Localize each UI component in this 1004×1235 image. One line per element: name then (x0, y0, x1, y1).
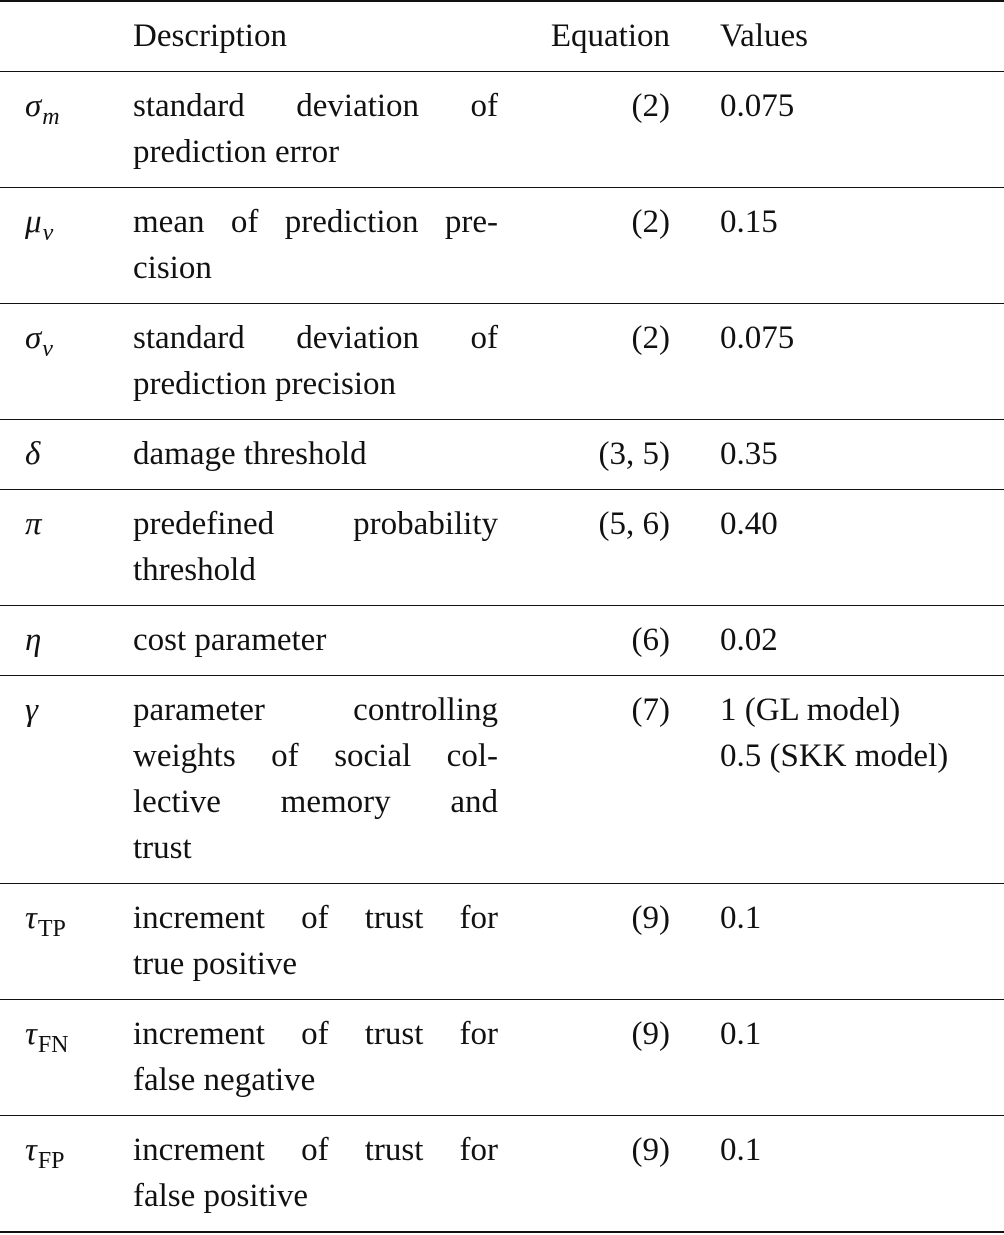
parameter-equation: (2) (631, 319, 670, 356)
description-line: prediction precision (133, 365, 397, 402)
value-line: 0.1 (720, 1131, 762, 1168)
description-line: increment of trust for (133, 899, 498, 936)
parameter-description (108, 489, 498, 605)
parameter-value (688, 675, 1004, 883)
table-body (0, 71, 1004, 1232)
parameter-equation: (9) (631, 1015, 670, 1052)
symbol-letter: γ (25, 691, 39, 728)
symbol-letter: δ (25, 435, 41, 472)
parameter-value (688, 999, 1004, 1115)
header-description: Description (133, 18, 287, 55)
parameter-symbol (0, 999, 108, 1115)
description-line: damage threshold (133, 435, 367, 472)
description-line: mean of prediction pre- (133, 203, 498, 240)
parameter-equation: (9) (631, 899, 670, 936)
description-line: standard deviation of (133, 87, 498, 124)
parameter-symbol (0, 1115, 108, 1232)
description-line: trust (133, 829, 192, 866)
parameter-symbol (0, 71, 108, 187)
parameter-symbol (0, 187, 108, 303)
table-row (0, 1115, 1004, 1232)
symbol-subscript: FN (37, 1031, 69, 1058)
description-line: true positive (133, 945, 298, 982)
parameter-value (688, 605, 1004, 675)
parameter-description (108, 999, 498, 1115)
parameter-equation: (5, 6) (598, 505, 670, 542)
value-line: 0.1 (720, 899, 762, 936)
parameter-value (688, 883, 1004, 999)
parameter-symbol (0, 605, 108, 675)
symbol-letter: μ (25, 203, 42, 240)
parameter-description (108, 605, 498, 675)
symbol-letter: τ (25, 1015, 37, 1052)
table-header (0, 1, 1004, 71)
symbol-subscript: TP (37, 915, 66, 942)
value-line: 0.02 (720, 621, 778, 658)
parameter-description (108, 71, 498, 187)
parameter-symbol (0, 489, 108, 605)
value-line: 0.15 (720, 203, 778, 240)
table-row (0, 489, 1004, 605)
symbol-letter: η (25, 621, 42, 658)
description-line: cost parameter (133, 621, 327, 658)
parameter-symbol (0, 303, 108, 419)
parameter-equation: (2) (631, 203, 670, 240)
description-line: predefined probability (133, 505, 498, 542)
parameter-description (108, 419, 498, 489)
description-line: increment of trust for (133, 1015, 498, 1052)
table-row (0, 605, 1004, 675)
value-line: 0.075 (720, 319, 795, 356)
description-line: lective memory and (133, 783, 498, 820)
description-line: weights of social col- (133, 737, 498, 774)
parameter-symbol (0, 883, 108, 999)
table-row (0, 419, 1004, 489)
parameter-equation: (7) (631, 691, 670, 728)
symbol-letter: τ (25, 1131, 37, 1168)
symbol-subscript: m (42, 103, 60, 130)
header-row (0, 1, 1004, 71)
parameter-equation: (6) (631, 621, 670, 658)
table-row (0, 303, 1004, 419)
parameter-description (108, 675, 498, 883)
symbol-subscript: FP (37, 1147, 65, 1174)
table-row (0, 187, 1004, 303)
parameter-equation: (2) (631, 87, 670, 124)
parameter-description (108, 303, 498, 419)
symbol-letter: τ (25, 899, 37, 936)
parameter-description (108, 883, 498, 999)
description-line: false positive (133, 1177, 309, 1214)
parameter-symbol (0, 675, 108, 883)
symbol-letter: σ (25, 87, 42, 124)
value-line: 0.35 (720, 435, 778, 472)
value-line: 0.5 (SKK model) (720, 737, 949, 774)
description-line: parameter controlling (133, 691, 498, 728)
parameter-symbol (0, 419, 108, 489)
parameter-value (688, 187, 1004, 303)
description-line: prediction error (133, 133, 340, 170)
table-row (0, 883, 1004, 999)
description-line: standard deviation of (133, 319, 498, 356)
value-line: 0.1 (720, 1015, 762, 1052)
symbol-subscript: v (42, 335, 53, 362)
parameter-equation: (3, 5) (598, 435, 670, 472)
header-values: Values (720, 18, 808, 55)
parameter-description (108, 1115, 498, 1232)
header-equation: Equation (550, 18, 670, 55)
parameter-value (688, 419, 1004, 489)
parameter-value (688, 1115, 1004, 1232)
parameter-value (688, 489, 1004, 605)
value-line: 0.075 (720, 87, 795, 124)
description-line: increment of trust for (133, 1131, 498, 1168)
parameter-value (688, 71, 1004, 187)
table-row (0, 999, 1004, 1115)
table-row (0, 675, 1004, 883)
description-line: cision (133, 249, 212, 286)
value-line: 0.40 (720, 505, 778, 542)
parameter-description (108, 187, 498, 303)
header-symbol (0, 1, 108, 71)
table-row (0, 71, 1004, 187)
symbol-subscript: v (42, 219, 54, 246)
description-line: threshold (133, 551, 256, 588)
symbol-letter: σ (25, 319, 42, 356)
description-line: false negative (133, 1061, 316, 1098)
symbol-letter: π (25, 505, 42, 542)
value-line: 1 (GL model) (720, 691, 901, 728)
parameter-value (688, 303, 1004, 419)
parameter-equation: (9) (631, 1131, 670, 1168)
